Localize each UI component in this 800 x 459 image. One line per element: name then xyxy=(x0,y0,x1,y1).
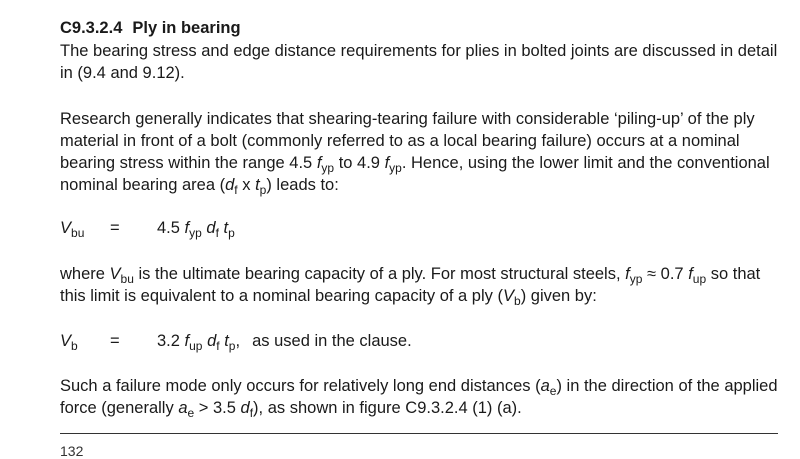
equation-note: as used in the clause. xyxy=(252,332,412,350)
paragraph-failure-mode: Such a failure mode only occurs for relatively long end distances $(a_e)$ in the direction of the applied force (generally $a_e > 3.5$ $d_f$), as shown in figure C9.3.2.4 (1) (a). xyxy=(60,377,778,420)
paragraph-where: where $V_{bu}$ is the ultimate bearing capacity of a ply. For most structural steels, $f_{yp} \approx 0.7$ $f_{up}$ so that this limit is equivalent to a nominal bearing capacity of a ply $(V_b)$ given by: xyxy=(60,265,761,308)
equation-rhs: 3.2 $f_{up}$ $d_f$ $t_p$, as used in the clause. xyxy=(157,332,412,353)
equals-sign: = xyxy=(110,219,120,237)
section-title: Ply in bearing xyxy=(132,19,241,37)
equals-sign: = xyxy=(110,332,120,350)
paragraph-intro: The bearing stress and edge distance requirements for plies in bolted joints are discussed in detail in (9.4 and 9.12). xyxy=(60,42,778,82)
equation-rhs: 4.5 $f_{yp}$ $d_f$ $t_p$ xyxy=(157,219,235,240)
page-number: 132 xyxy=(60,443,84,459)
equation-lhs: $V_{bu}$ xyxy=(60,219,85,240)
footer-divider xyxy=(60,433,778,434)
equation-lhs: $V_b$ xyxy=(60,332,78,353)
section-heading xyxy=(60,17,241,39)
paragraph-research: Research generally indicates that shearing-tearing failure with considerable ‘piling-up’ of the ply material in front of a bolt (commonly referred to as a local bearing failure) occurs at a nominal bearing stress within the range 4.5 $f_{yp}$ to 4.9 $f_{yp}$. Hence, using the lower limit and the conventional nominal bearing area ($d_f$ x $t_p$) leads to: xyxy=(60,110,770,197)
section-number: C9.3.2.4 xyxy=(60,19,123,37)
